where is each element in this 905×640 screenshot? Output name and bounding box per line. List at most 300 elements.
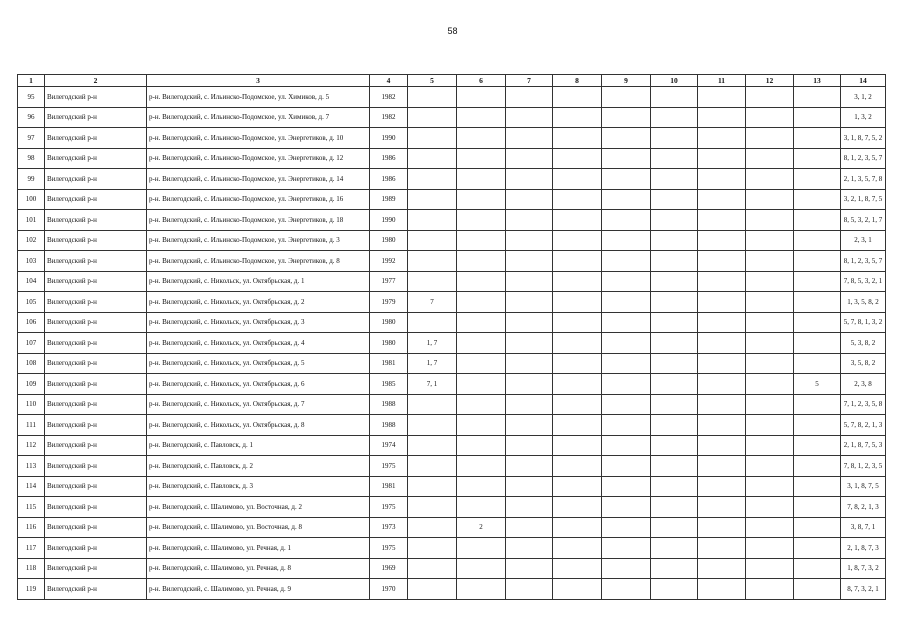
table-row bbox=[18, 435, 886, 456]
col14-cell: 5, 7, 8, 2, 1, 3 bbox=[841, 415, 886, 436]
row-number-cell: 104 bbox=[18, 271, 45, 292]
col11-cell bbox=[698, 517, 746, 538]
col7-cell bbox=[506, 538, 553, 559]
col8-cell bbox=[553, 107, 602, 128]
district-cell: Вилегодский р-н bbox=[45, 497, 147, 518]
address-cell: р-н. Вилегодский, с. Никольск, ул. Октябрьская, д. 4 bbox=[147, 333, 370, 354]
col5-cell bbox=[408, 456, 457, 477]
table-row bbox=[18, 128, 886, 149]
col10-cell bbox=[651, 579, 698, 600]
col13-cell bbox=[794, 517, 841, 538]
col7-cell bbox=[506, 497, 553, 518]
col11-cell bbox=[698, 128, 746, 149]
col8-cell bbox=[553, 148, 602, 169]
table-row bbox=[18, 87, 886, 108]
column-header-13: 13 bbox=[794, 75, 841, 87]
year-cell: 1977 bbox=[370, 271, 408, 292]
address-cell: р-н. Вилегодский, с. Ильинско-Подомское, ул. Химиков, д. 5 bbox=[147, 87, 370, 108]
col6-cell: 2 bbox=[457, 517, 506, 538]
row-number-cell: 96 bbox=[18, 107, 45, 128]
col13-cell bbox=[794, 353, 841, 374]
col7-cell bbox=[506, 271, 553, 292]
col12-cell bbox=[746, 476, 794, 497]
col6-cell bbox=[457, 394, 506, 415]
column-header-8: 8 bbox=[553, 75, 602, 87]
row-number-cell: 100 bbox=[18, 189, 45, 210]
column-header-4: 4 bbox=[370, 75, 408, 87]
col14-cell: 8, 1, 2, 3, 5, 7 bbox=[841, 148, 886, 169]
row-number-cell: 117 bbox=[18, 538, 45, 559]
address-cell: р-н. Вилегодский, с. Шалимово, ул. Восточная, д. 8 bbox=[147, 517, 370, 538]
col10-cell bbox=[651, 394, 698, 415]
table-body bbox=[18, 87, 886, 600]
col11-cell bbox=[698, 107, 746, 128]
col7-cell bbox=[506, 169, 553, 190]
col10-cell bbox=[651, 497, 698, 518]
col6-cell bbox=[457, 435, 506, 456]
row-number-cell: 115 bbox=[18, 497, 45, 518]
table-row bbox=[18, 579, 886, 600]
col11-cell bbox=[698, 169, 746, 190]
table-row bbox=[18, 169, 886, 190]
col10-cell bbox=[651, 558, 698, 579]
district-cell: Вилегодский р-н bbox=[45, 415, 147, 436]
col11-cell bbox=[698, 230, 746, 251]
col9-cell bbox=[602, 435, 651, 456]
col13-cell bbox=[794, 128, 841, 149]
col12-cell bbox=[746, 333, 794, 354]
address-cell: р-н. Вилегодский, с. Ильинско-Подомское, ул. Энергетиков, д. 16 bbox=[147, 189, 370, 210]
col10-cell bbox=[651, 333, 698, 354]
col5-cell bbox=[408, 579, 457, 600]
col12-cell bbox=[746, 415, 794, 436]
col10-cell bbox=[651, 476, 698, 497]
col12-cell bbox=[746, 456, 794, 477]
col13-cell bbox=[794, 251, 841, 272]
district-cell: Вилегодский р-н bbox=[45, 230, 147, 251]
page-number: 58 bbox=[447, 26, 458, 36]
row-number-cell: 106 bbox=[18, 312, 45, 333]
address-cell: р-н. Вилегодский, с. Павловск, д. 1 bbox=[147, 435, 370, 456]
year-cell: 1982 bbox=[370, 107, 408, 128]
col6-cell bbox=[457, 251, 506, 272]
col13-cell bbox=[794, 107, 841, 128]
row-number-cell: 108 bbox=[18, 353, 45, 374]
table-row bbox=[18, 353, 886, 374]
col12-cell bbox=[746, 497, 794, 518]
col12-cell bbox=[746, 517, 794, 538]
col13-cell bbox=[794, 292, 841, 313]
address-cell: р-н. Вилегодский, с. Ильинско-Подомское, ул. Энергетиков, д. 14 bbox=[147, 169, 370, 190]
year-cell: 1970 bbox=[370, 579, 408, 600]
table-row bbox=[18, 333, 886, 354]
col6-cell bbox=[457, 292, 506, 313]
col10-cell bbox=[651, 374, 698, 395]
col12-cell bbox=[746, 87, 794, 108]
col13-cell bbox=[794, 312, 841, 333]
row-number-cell: 109 bbox=[18, 374, 45, 395]
col13-cell bbox=[794, 415, 841, 436]
col13-cell bbox=[794, 394, 841, 415]
col10-cell bbox=[651, 456, 698, 477]
col9-cell bbox=[602, 374, 651, 395]
col5-cell bbox=[408, 415, 457, 436]
col13-cell bbox=[794, 189, 841, 210]
col8-cell bbox=[553, 497, 602, 518]
col10-cell bbox=[651, 415, 698, 436]
col5-cell: 7, 1 bbox=[408, 374, 457, 395]
col11-cell bbox=[698, 87, 746, 108]
col8-cell bbox=[553, 312, 602, 333]
col5-cell: 1, 7 bbox=[408, 333, 457, 354]
address-cell: р-н. Вилегодский, с. Ильинско-Подомское, ул. Энергетиков, д. 3 bbox=[147, 230, 370, 251]
col7-cell bbox=[506, 87, 553, 108]
address-cell: р-н. Вилегодский, с. Ильинско-Подомское, ул. Химиков, д. 7 bbox=[147, 107, 370, 128]
table-row bbox=[18, 456, 886, 477]
col5-cell: 7 bbox=[408, 292, 457, 313]
col8-cell bbox=[553, 538, 602, 559]
col14-cell: 2, 1, 8, 7, 5, 3 bbox=[841, 435, 886, 456]
col8-cell bbox=[553, 517, 602, 538]
district-cell: Вилегодский р-н bbox=[45, 394, 147, 415]
col9-cell bbox=[602, 517, 651, 538]
col11-cell bbox=[698, 415, 746, 436]
col13-cell bbox=[794, 558, 841, 579]
col7-cell bbox=[506, 456, 553, 477]
col6-cell bbox=[457, 476, 506, 497]
col6-cell bbox=[457, 148, 506, 169]
col11-cell bbox=[698, 312, 746, 333]
address-cell: р-н. Вилегодский, с. Никольск, ул. Октябрьская, д. 6 bbox=[147, 374, 370, 395]
col10-cell bbox=[651, 87, 698, 108]
col7-cell bbox=[506, 189, 553, 210]
col12-cell bbox=[746, 292, 794, 313]
col14-cell: 8, 1, 2, 3, 5, 7 bbox=[841, 251, 886, 272]
col8-cell bbox=[553, 210, 602, 231]
district-cell: Вилегодский р-н bbox=[45, 579, 147, 600]
district-cell: Вилегодский р-н bbox=[45, 271, 147, 292]
address-cell: р-н. Вилегодский, с. Ильинско-Подомское, ул. Энергетиков, д. 8 bbox=[147, 251, 370, 272]
row-number-cell: 98 bbox=[18, 148, 45, 169]
col5-cell bbox=[408, 148, 457, 169]
col11-cell bbox=[698, 456, 746, 477]
col6-cell bbox=[457, 497, 506, 518]
row-number-cell: 97 bbox=[18, 128, 45, 149]
table-row bbox=[18, 292, 886, 313]
column-header-1: 1 bbox=[18, 75, 45, 87]
col10-cell bbox=[651, 148, 698, 169]
col14-cell: 5, 7, 8, 1, 3, 2 bbox=[841, 312, 886, 333]
year-cell: 1990 bbox=[370, 128, 408, 149]
col8-cell bbox=[553, 271, 602, 292]
column-header-3: 3 bbox=[147, 75, 370, 87]
col10-cell bbox=[651, 230, 698, 251]
col12-cell bbox=[746, 128, 794, 149]
col6-cell bbox=[457, 415, 506, 436]
col7-cell bbox=[506, 558, 553, 579]
col11-cell bbox=[698, 394, 746, 415]
table-row bbox=[18, 251, 886, 272]
col13-cell bbox=[794, 148, 841, 169]
col5-cell bbox=[408, 497, 457, 518]
table-row bbox=[18, 210, 886, 231]
col14-cell: 2, 1, 8, 7, 3 bbox=[841, 538, 886, 559]
col9-cell bbox=[602, 230, 651, 251]
col6-cell bbox=[457, 579, 506, 600]
col7-cell bbox=[506, 312, 553, 333]
col9-cell bbox=[602, 189, 651, 210]
col12-cell bbox=[746, 210, 794, 231]
district-cell: Вилегодский р-н bbox=[45, 292, 147, 313]
col5-cell bbox=[408, 312, 457, 333]
col11-cell bbox=[698, 251, 746, 272]
col14-cell: 7, 8, 2, 1, 3 bbox=[841, 497, 886, 518]
col7-cell bbox=[506, 128, 553, 149]
year-cell: 1992 bbox=[370, 251, 408, 272]
year-cell: 1980 bbox=[370, 333, 408, 354]
table-row bbox=[18, 374, 886, 395]
col6-cell bbox=[457, 538, 506, 559]
district-cell: Вилегодский р-н bbox=[45, 558, 147, 579]
col6-cell bbox=[457, 107, 506, 128]
year-cell: 1980 bbox=[370, 312, 408, 333]
col9-cell bbox=[602, 579, 651, 600]
col14-cell: 8, 5, 3, 2, 1, 7 bbox=[841, 210, 886, 231]
col12-cell bbox=[746, 169, 794, 190]
col5-cell bbox=[408, 230, 457, 251]
col13-cell bbox=[794, 271, 841, 292]
col6-cell bbox=[457, 210, 506, 231]
address-cell: р-н. Вилегодский, с. Шалимово, ул. Речная, д. 9 bbox=[147, 579, 370, 600]
col9-cell bbox=[602, 210, 651, 231]
col9-cell bbox=[602, 251, 651, 272]
col9-cell bbox=[602, 353, 651, 374]
table-row bbox=[18, 497, 886, 518]
col11-cell bbox=[698, 435, 746, 456]
year-cell: 1975 bbox=[370, 497, 408, 518]
col14-cell: 2, 3, 8 bbox=[841, 374, 886, 395]
year-cell: 1986 bbox=[370, 148, 408, 169]
col6-cell bbox=[457, 87, 506, 108]
table-row bbox=[18, 230, 886, 251]
col10-cell bbox=[651, 435, 698, 456]
row-number-cell: 113 bbox=[18, 456, 45, 477]
col11-cell bbox=[698, 148, 746, 169]
address-cell: р-н. Вилегодский, с. Шалимово, ул. Восточная, д. 2 bbox=[147, 497, 370, 518]
table-row bbox=[18, 312, 886, 333]
col6-cell bbox=[457, 271, 506, 292]
col8-cell bbox=[553, 169, 602, 190]
col8-cell bbox=[553, 374, 602, 395]
col9-cell bbox=[602, 538, 651, 559]
col5-cell bbox=[408, 271, 457, 292]
col8-cell bbox=[553, 394, 602, 415]
district-cell: Вилегодский р-н bbox=[45, 128, 147, 149]
col6-cell bbox=[457, 558, 506, 579]
year-cell: 1980 bbox=[370, 230, 408, 251]
col6-cell bbox=[457, 353, 506, 374]
col11-cell bbox=[698, 476, 746, 497]
row-number-cell: 102 bbox=[18, 230, 45, 251]
col8-cell bbox=[553, 128, 602, 149]
year-cell: 1982 bbox=[370, 87, 408, 108]
col7-cell bbox=[506, 210, 553, 231]
col9-cell bbox=[602, 128, 651, 149]
address-cell: р-н. Вилегодский, с. Никольск, ул. Октябрьская, д. 8 bbox=[147, 415, 370, 436]
col13-cell bbox=[794, 476, 841, 497]
col13-cell bbox=[794, 579, 841, 600]
table-row bbox=[18, 394, 886, 415]
col14-cell: 2, 3, 1 bbox=[841, 230, 886, 251]
col14-cell: 7, 1, 2, 3, 5, 8 bbox=[841, 394, 886, 415]
col5-cell bbox=[408, 558, 457, 579]
col9-cell bbox=[602, 497, 651, 518]
col8-cell bbox=[553, 230, 602, 251]
col5-cell bbox=[408, 189, 457, 210]
year-cell: 1981 bbox=[370, 353, 408, 374]
col11-cell bbox=[698, 374, 746, 395]
col14-cell: 3, 1, 2 bbox=[841, 87, 886, 108]
col10-cell bbox=[651, 107, 698, 128]
district-cell: Вилегодский р-н bbox=[45, 374, 147, 395]
col6-cell bbox=[457, 312, 506, 333]
col9-cell bbox=[602, 456, 651, 477]
col8-cell bbox=[553, 292, 602, 313]
col7-cell bbox=[506, 107, 553, 128]
col9-cell bbox=[602, 87, 651, 108]
col11-cell bbox=[698, 497, 746, 518]
col9-cell bbox=[602, 292, 651, 313]
col10-cell bbox=[651, 128, 698, 149]
district-cell: Вилегодский р-н bbox=[45, 107, 147, 128]
col8-cell bbox=[553, 87, 602, 108]
col5-cell bbox=[408, 169, 457, 190]
col12-cell bbox=[746, 435, 794, 456]
col9-cell bbox=[602, 169, 651, 190]
col10-cell bbox=[651, 169, 698, 190]
col9-cell bbox=[602, 312, 651, 333]
row-number-cell: 111 bbox=[18, 415, 45, 436]
col8-cell bbox=[553, 579, 602, 600]
col13-cell bbox=[794, 333, 841, 354]
year-cell: 1988 bbox=[370, 394, 408, 415]
col8-cell bbox=[553, 415, 602, 436]
col13-cell bbox=[794, 497, 841, 518]
table-row bbox=[18, 517, 886, 538]
col9-cell bbox=[602, 558, 651, 579]
address-cell: р-н. Вилегодский, с. Ильинско-Подомское, ул. Энергетиков, д. 10 bbox=[147, 128, 370, 149]
district-cell: Вилегодский р-н bbox=[45, 148, 147, 169]
col10-cell bbox=[651, 189, 698, 210]
table-row bbox=[18, 189, 886, 210]
table-row bbox=[18, 271, 886, 292]
column-header-5: 5 bbox=[408, 75, 457, 87]
col8-cell bbox=[553, 476, 602, 497]
district-cell: Вилегодский р-н bbox=[45, 435, 147, 456]
col14-cell: 3, 8, 7, 1 bbox=[841, 517, 886, 538]
col9-cell bbox=[602, 394, 651, 415]
year-cell: 1985 bbox=[370, 374, 408, 395]
district-cell: Вилегодский р-н bbox=[45, 210, 147, 231]
column-header-7: 7 bbox=[506, 75, 553, 87]
col7-cell bbox=[506, 394, 553, 415]
district-cell: Вилегодский р-н bbox=[45, 456, 147, 477]
col12-cell bbox=[746, 558, 794, 579]
col5-cell bbox=[408, 394, 457, 415]
col11-cell bbox=[698, 271, 746, 292]
row-number-cell: 110 bbox=[18, 394, 45, 415]
col8-cell bbox=[553, 251, 602, 272]
col7-cell bbox=[506, 435, 553, 456]
col12-cell bbox=[746, 230, 794, 251]
year-cell: 1975 bbox=[370, 456, 408, 477]
col11-cell bbox=[698, 333, 746, 354]
col6-cell bbox=[457, 169, 506, 190]
col5-cell bbox=[408, 107, 457, 128]
district-cell: Вилегодский р-н bbox=[45, 353, 147, 374]
column-header-14: 14 bbox=[841, 75, 886, 87]
district-cell: Вилегодский р-н bbox=[45, 333, 147, 354]
col5-cell bbox=[408, 251, 457, 272]
col14-cell: 1, 3, 2 bbox=[841, 107, 886, 128]
col7-cell bbox=[506, 353, 553, 374]
col10-cell bbox=[651, 312, 698, 333]
col14-cell: 3, 1, 8, 7, 5 bbox=[841, 476, 886, 497]
col10-cell bbox=[651, 251, 698, 272]
column-header-11: 11 bbox=[698, 75, 746, 87]
col5-cell: 1, 7 bbox=[408, 353, 457, 374]
col9-cell bbox=[602, 107, 651, 128]
col10-cell bbox=[651, 271, 698, 292]
col14-cell: 7, 8, 1, 2, 3, 5 bbox=[841, 456, 886, 477]
row-number-cell: 101 bbox=[18, 210, 45, 231]
col10-cell bbox=[651, 210, 698, 231]
col6-cell bbox=[457, 230, 506, 251]
header-row bbox=[18, 75, 886, 87]
col12-cell bbox=[746, 251, 794, 272]
column-header-10: 10 bbox=[651, 75, 698, 87]
col12-cell bbox=[746, 374, 794, 395]
row-number-cell: 103 bbox=[18, 251, 45, 272]
col13-cell bbox=[794, 87, 841, 108]
table-row bbox=[18, 148, 886, 169]
table-row bbox=[18, 558, 886, 579]
col9-cell bbox=[602, 148, 651, 169]
col7-cell bbox=[506, 251, 553, 272]
row-number-cell: 118 bbox=[18, 558, 45, 579]
col14-cell: 3, 2, 1, 8, 7, 5 bbox=[841, 189, 886, 210]
address-cell: р-н. Вилегодский, с. Никольск, ул. Октябрьская, д. 3 bbox=[147, 312, 370, 333]
col6-cell bbox=[457, 333, 506, 354]
col7-cell bbox=[506, 476, 553, 497]
col10-cell bbox=[651, 353, 698, 374]
col14-cell: 3, 1, 8, 7, 5, 2 bbox=[841, 128, 886, 149]
row-number-cell: 112 bbox=[18, 435, 45, 456]
col5-cell bbox=[408, 435, 457, 456]
district-cell: Вилегодский р-н bbox=[45, 169, 147, 190]
col9-cell bbox=[602, 476, 651, 497]
col7-cell bbox=[506, 230, 553, 251]
col11-cell bbox=[698, 579, 746, 600]
col6-cell bbox=[457, 374, 506, 395]
district-cell: Вилегодский р-н bbox=[45, 251, 147, 272]
district-cell: Вилегодский р-н bbox=[45, 87, 147, 108]
col11-cell bbox=[698, 538, 746, 559]
col7-cell bbox=[506, 415, 553, 436]
col13-cell: 5 bbox=[794, 374, 841, 395]
col5-cell bbox=[408, 128, 457, 149]
col12-cell bbox=[746, 107, 794, 128]
